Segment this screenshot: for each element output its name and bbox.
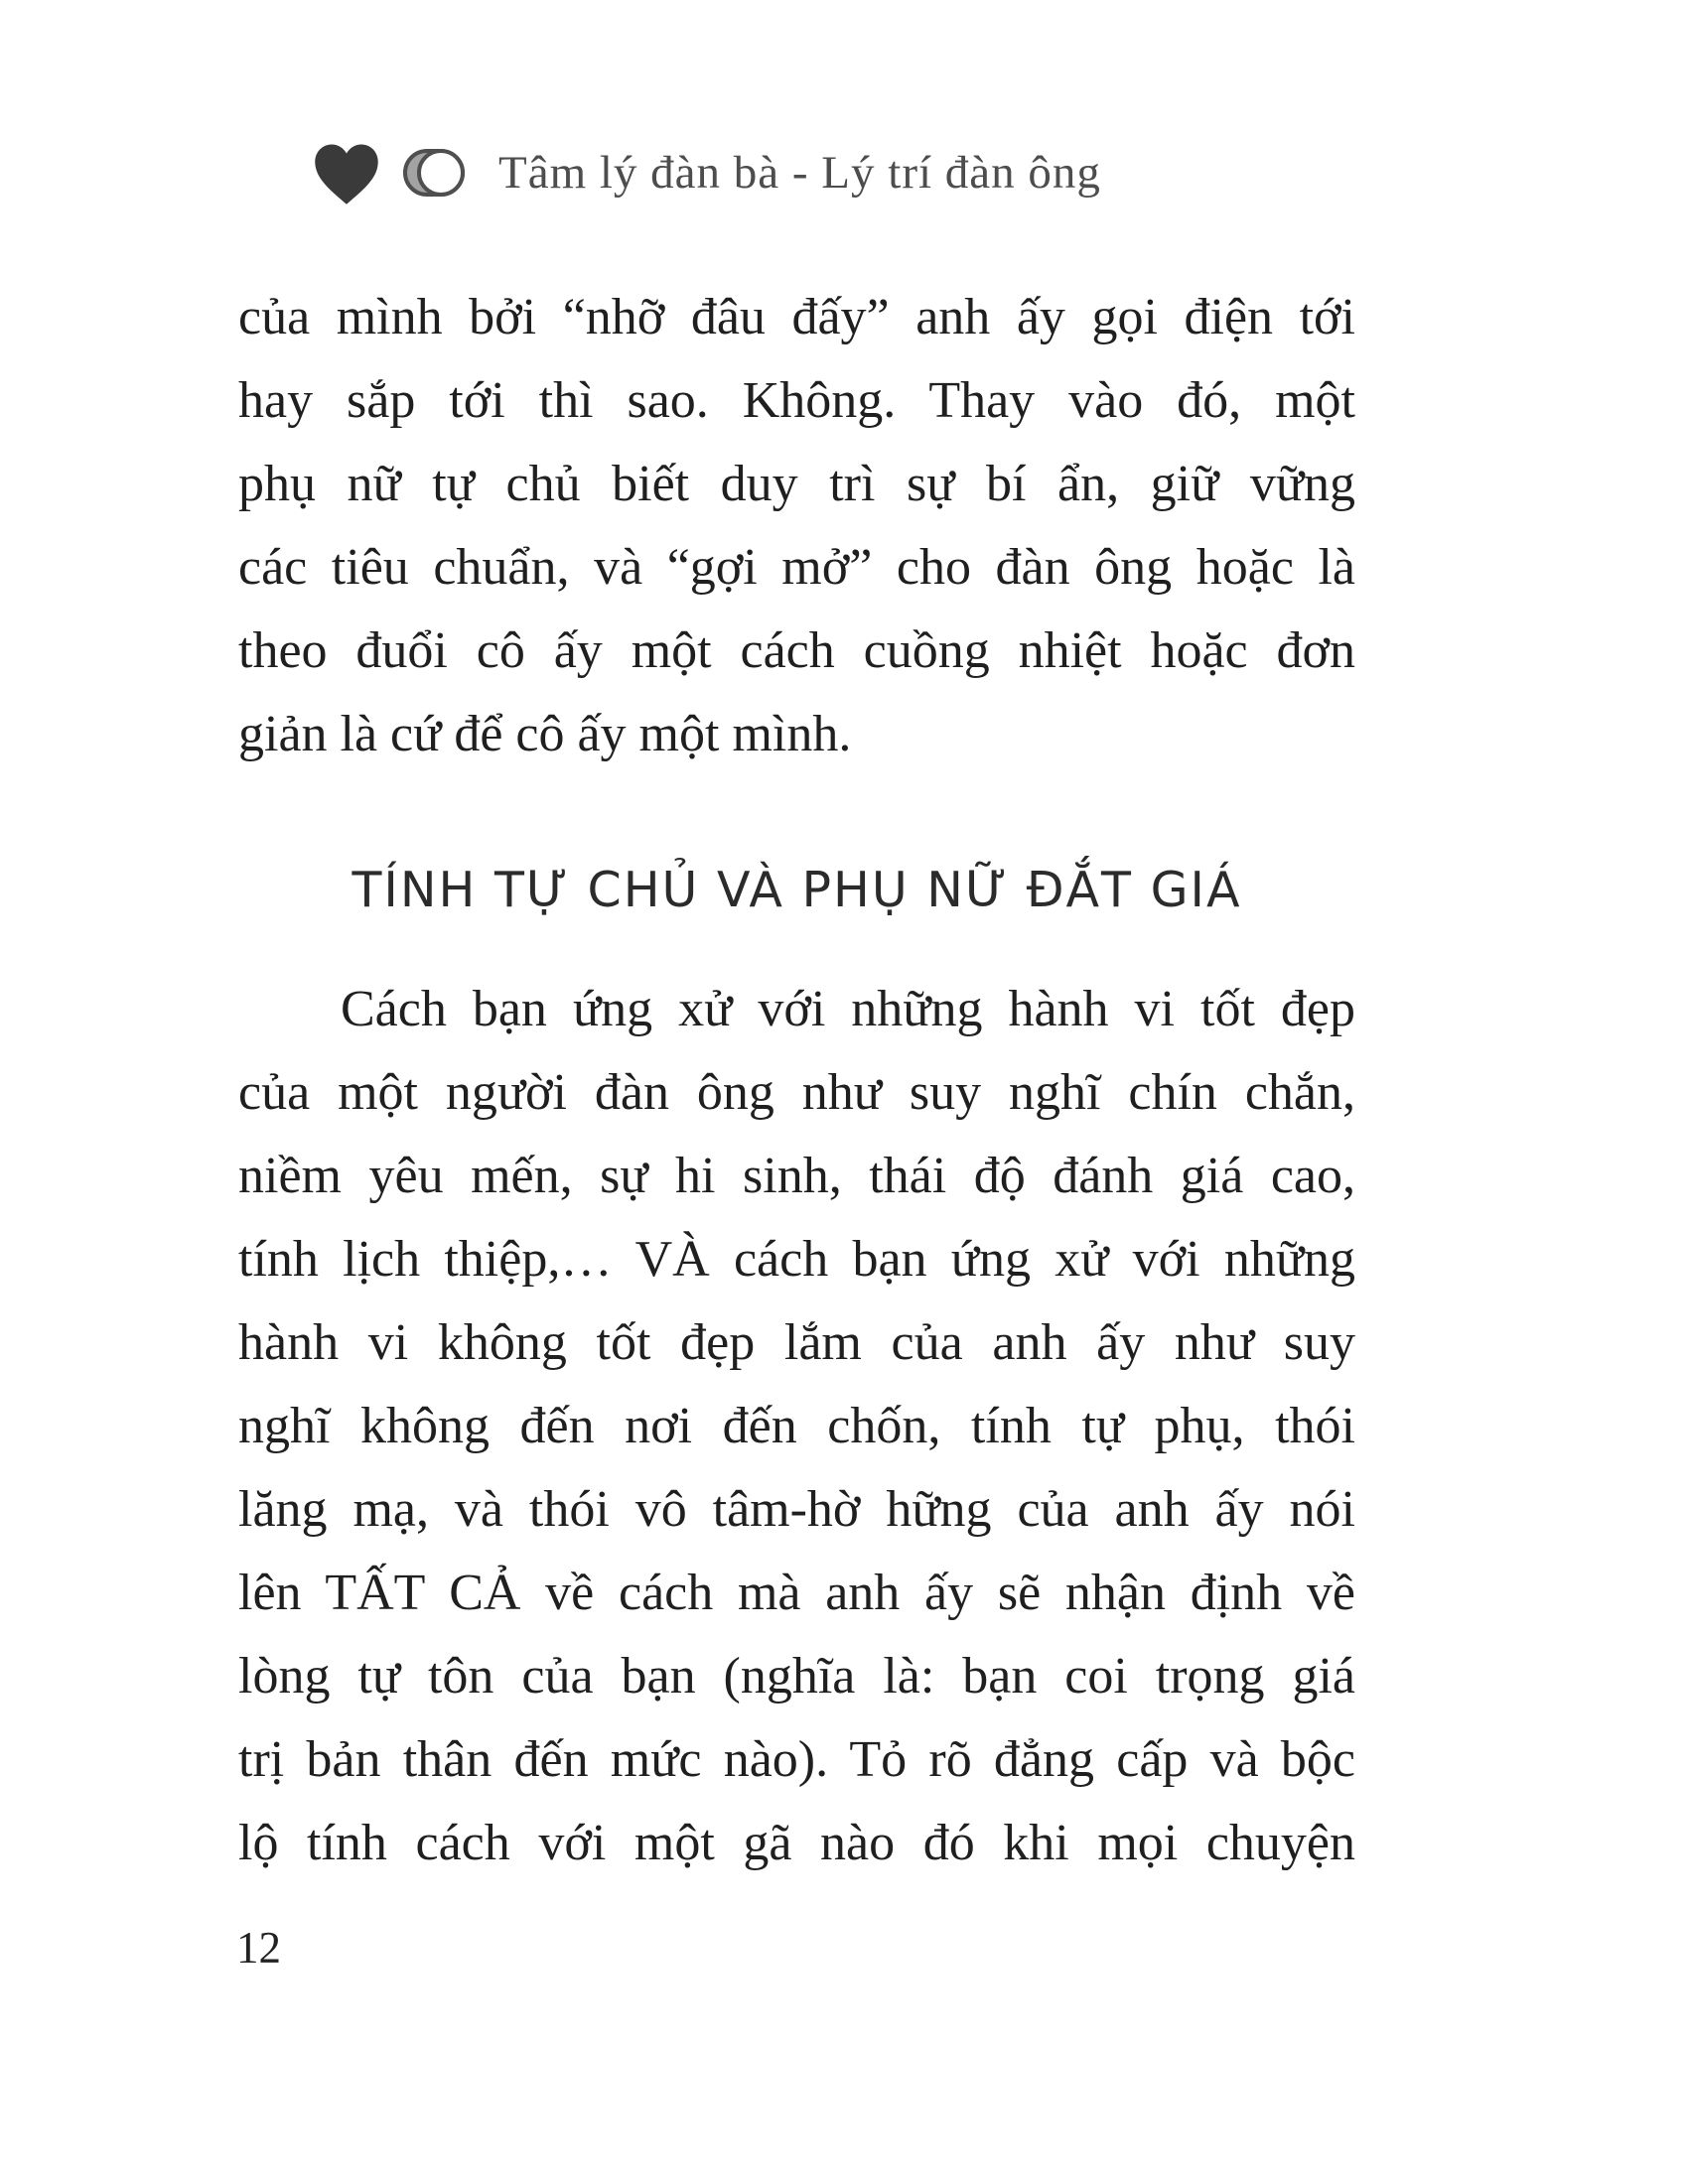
page-number: 12 — [236, 1923, 281, 1973]
toggle-switch-icon — [403, 149, 465, 197]
paragraph-1 — [238, 276, 1355, 776]
text-line: nghĩ không đến nơi đến chốn, tính tự phụ, thói — [238, 1398, 1355, 1454]
text-line: của một người đàn ông như suy nghĩ chín chắn, — [238, 1064, 1355, 1121]
text-line: Cách bạn ứng xử với những hành vi tốt đẹp — [341, 981, 1355, 1037]
paragraph-2 — [238, 968, 1355, 1885]
text-line: lộ tính cách với một gã nào đó khi mọi chuyện — [238, 1815, 1355, 1871]
text-line: niềm yêu mến, sự hi sinh, thái độ đánh giá cao, — [238, 1148, 1355, 1204]
page-header — [310, 139, 1101, 206]
text-line: lên TẤT CẢ về cách mà anh ấy sẽ nhận định về — [238, 1565, 1355, 1621]
text-line: hành vi không tốt đẹp lắm của anh ấy như suy — [238, 1314, 1355, 1371]
heart-icon — [310, 139, 383, 206]
text-line: lòng tự tôn của bạn (nghĩa là: bạn coi trọng giá — [238, 1648, 1355, 1705]
text-line: của mình bởi “nhỡ đâu đấy” anh ấy gọi điện tới — [238, 289, 1355, 345]
text-line: giản là cứ để cô ấy một mình. — [238, 706, 852, 762]
text-line: tính lịch thiệp,… VÀ cách bạn ứng xử với những — [238, 1231, 1355, 1288]
section-heading: TÍNH TỰ CHỦ VÀ PHỤ NỮ ĐẮT GIÁ — [352, 862, 1242, 918]
toggle-knob — [417, 149, 465, 197]
text-line: lăng mạ, và thói vô tâm-hờ hững của anh ấy nói — [238, 1481, 1355, 1538]
text-line: trị bản thân đến mức nào). Tỏ rõ đẳng cấp và bộc — [238, 1731, 1355, 1788]
running-head-title: Tâm lý đàn bà - Lý trí đàn ông — [498, 147, 1101, 199]
text-line: theo đuổi cô ấy một cách cuồng nhiệt hoặc đơn — [238, 622, 1355, 679]
text-line: các tiêu chuẩn, và “gợi mở” cho đàn ông hoặc là — [238, 539, 1355, 596]
text-line: hay sắp tới thì sao. Không. Thay vào đó, một — [238, 372, 1355, 429]
text-line: phụ nữ tự chủ biết duy trì sự bí ẩn, giữ vững — [238, 456, 1355, 512]
